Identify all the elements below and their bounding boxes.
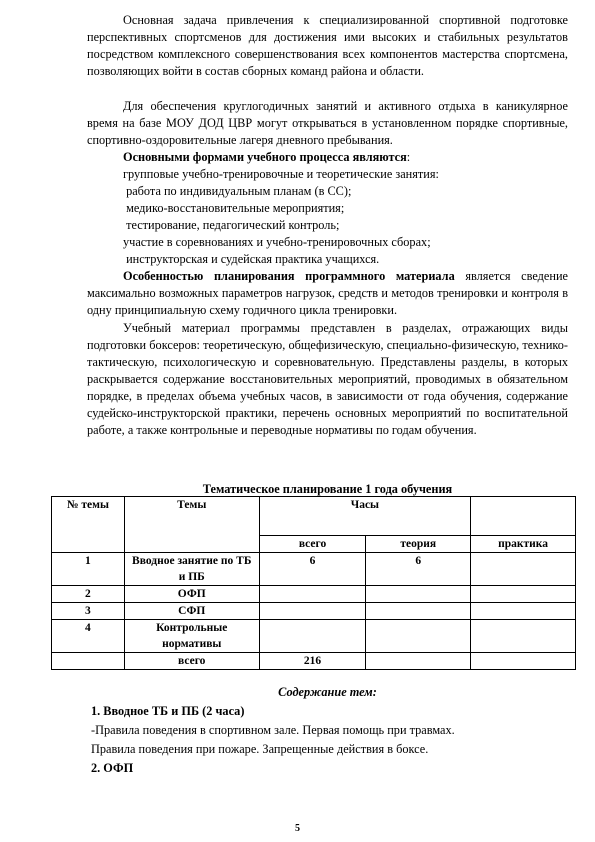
forms-item-5: участие в соревнованиях и учебно-тренировочных сборах; — [123, 235, 431, 249]
header-num: № темы — [52, 497, 125, 553]
table-caption: Тематическое планирование 1 года обучения — [202, 482, 453, 496]
footer-empty — [52, 653, 125, 670]
row-total — [259, 603, 366, 620]
forms-heading-line — [123, 149, 595, 166]
row-topic: Контрольные нормативы — [124, 620, 259, 653]
header-theory: теория — [366, 536, 471, 553]
row-practice — [471, 553, 576, 586]
section-1-heading: 1. Вводное ТБ и ПБ (2 часа) — [91, 704, 245, 718]
row-practice — [471, 603, 576, 620]
row-topic: Вводное занятие по ТБ и ПБ — [124, 553, 259, 586]
planning-rest: является сведение максимально возможных параметров нагрузок, средств и методов тренировки и контроля в одну принципиальную схему годичного цикла тренировки. — [87, 269, 568, 317]
forms-item-3: медико-восстановительные мероприятия; — [123, 201, 345, 215]
row-theory — [366, 620, 471, 653]
paragraph-material: Учебный материал программы представлен в разделах, отражающих виды подготовки боксеров: теоретическую, общефизическую, специально-физическую, технико-тактическую, психологическую и соревновательную. Представлены разделы, в которых раскрывается содержание восстановительных мероприятий, проводимых в обязательном порядке, в пределах объема учебных часов, в зависимости от года обучения, содержание судейско-инструкторской практики, перечень основных мероприятий по воспитательной работе, а также контрольные и переводные нормативы по годам обучения. — [87, 321, 568, 437]
row-num: 4 — [52, 620, 125, 653]
paragraph-camps: Для обеспечения круглогодичных занятий и активного отдыха в каникулярное время на базе МОУ ДОД ЦВР могут открываться в установленном порядке спортивные, спортивно-оздоровительные лагеря дневного пребывания. — [87, 99, 568, 147]
row-practice — [471, 586, 576, 603]
page-number: 5 — [295, 823, 300, 834]
row-theory — [366, 586, 471, 603]
row-num: 1 — [52, 553, 125, 586]
footer-label: всего — [124, 653, 259, 670]
table-footer-row — [52, 653, 576, 670]
header-hours: Часы — [259, 497, 471, 536]
header-total: всего — [259, 536, 366, 553]
row-topic: ОФП — [124, 586, 259, 603]
paragraph-main-task: Основная задача привлечения к специализированной спортивной подготовке перспективных спортсменов для достижения ими высоких и стабильных результатов посредством комплексного совершенствования всех компонентов мастерства спортсмена, позволяющих войти в состав сборных команд района и области. — [87, 13, 568, 78]
row-total — [259, 586, 366, 603]
row-total: 6 — [259, 553, 366, 586]
section-1-line-2: Правила поведения при пожаре. Запрещенные действия в боксе. — [91, 742, 429, 756]
row-num: 2 — [52, 586, 125, 603]
row-num: 3 — [52, 603, 125, 620]
planning-bold: Особенностью планирования программного материала — [123, 269, 455, 283]
header-topic: Темы — [124, 497, 259, 553]
forms-item-2: работа по индивидуальным планам (в СС); — [123, 184, 352, 198]
forms-item-4: тестирование, педагогический контроль; — [123, 218, 340, 232]
row-theory — [366, 603, 471, 620]
thematic-plan-table — [51, 496, 576, 670]
table-row — [52, 620, 576, 653]
table-row — [52, 586, 576, 603]
section-2-heading: 2. ОФП — [91, 761, 134, 775]
forms-item-6: инструкторская и судейская практика учащихся. — [123, 252, 380, 266]
forms-heading: Основными формами учебного процесса являются — [123, 150, 407, 164]
footer-theory — [366, 653, 471, 670]
paragraph-planning — [87, 268, 568, 319]
row-practice — [471, 620, 576, 653]
row-total — [259, 620, 366, 653]
table-header-row — [52, 497, 576, 536]
forms-item-1: групповые учебно-тренировочные и теоретические занятия: — [123, 167, 439, 181]
header-practice: практика — [471, 536, 576, 553]
footer-practice — [471, 653, 576, 670]
forms-heading-colon: : — [406, 150, 411, 164]
row-theory: 6 — [366, 553, 471, 586]
row-topic: СФП — [124, 603, 259, 620]
table-row — [52, 553, 576, 586]
section-1-line-1: -Правила поведения в спортивном зале. Первая помощь при травмах. — [91, 723, 455, 737]
contents-title: Содержание тем: — [278, 685, 377, 699]
footer-total: 216 — [259, 653, 366, 670]
header-empty — [471, 497, 576, 536]
table-row — [52, 603, 576, 620]
